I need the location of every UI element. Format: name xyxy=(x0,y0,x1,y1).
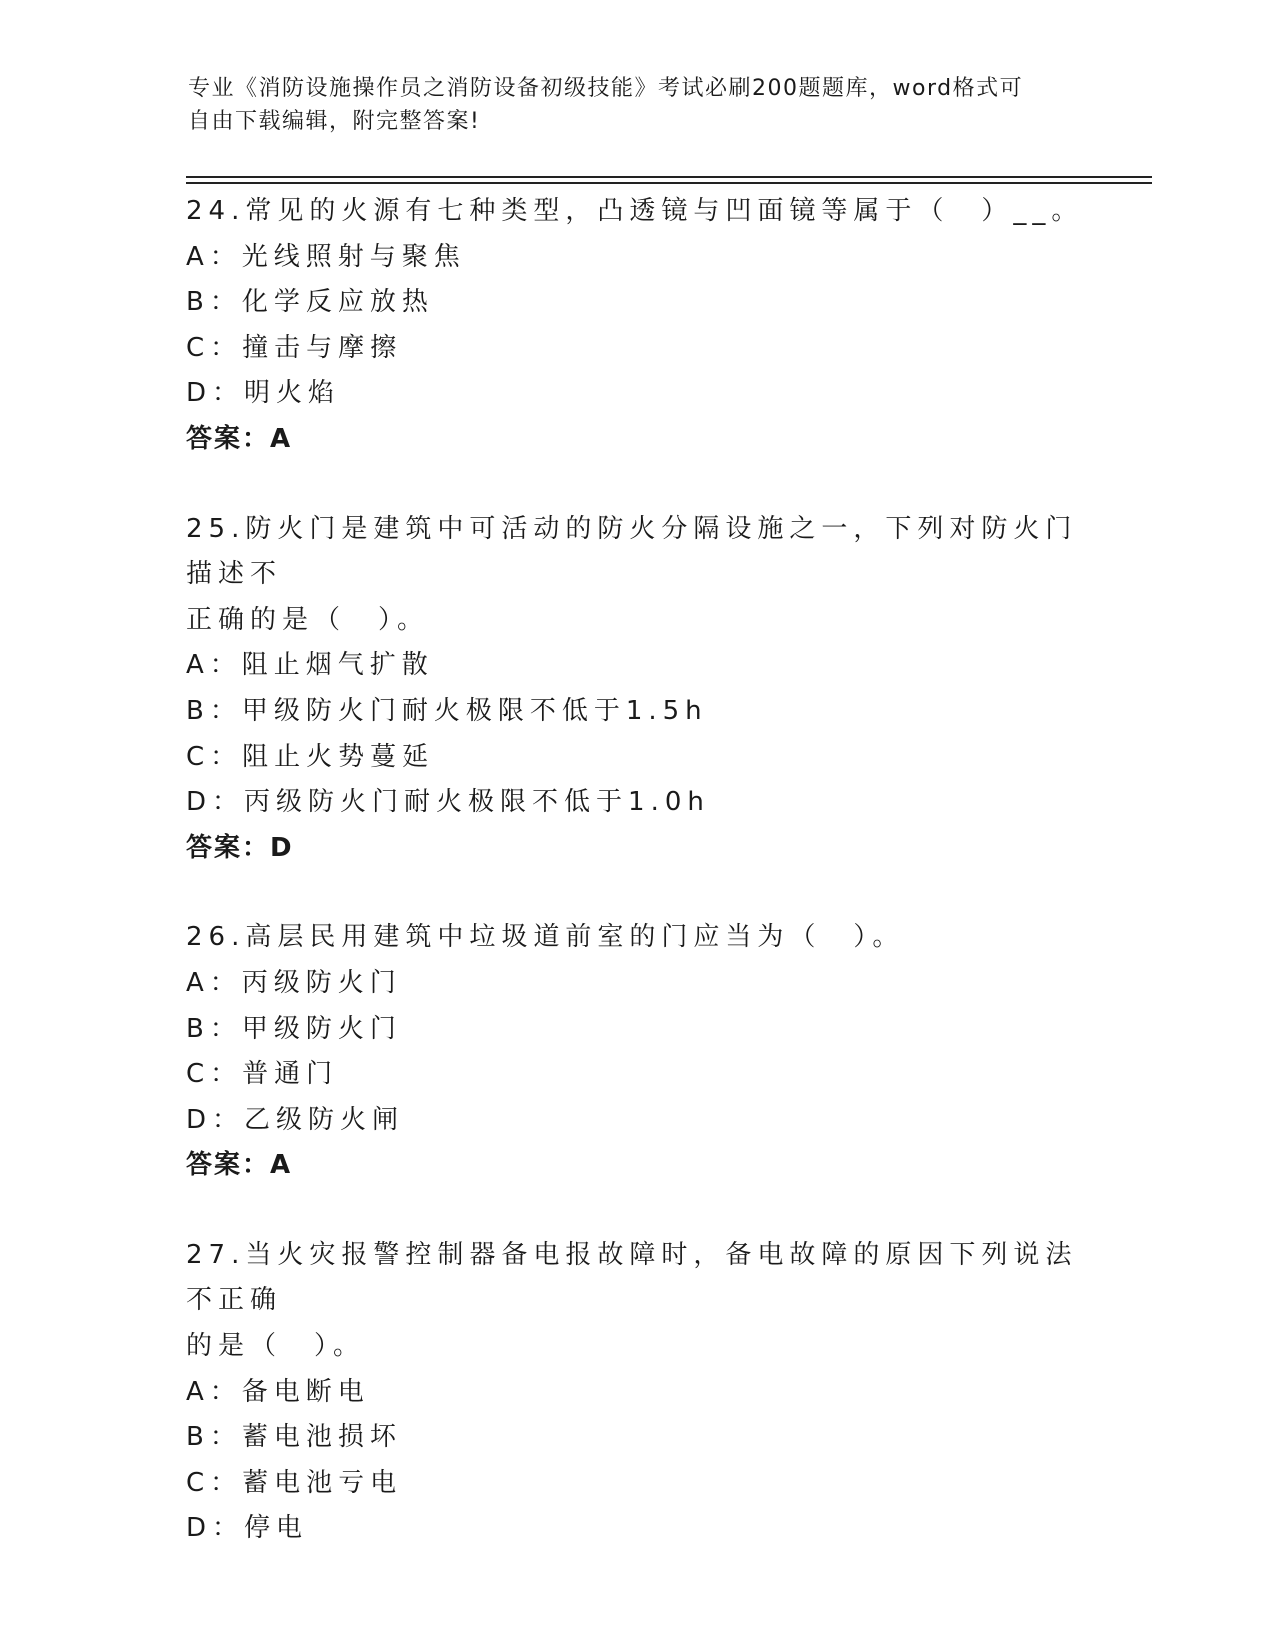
option-d: D：乙级防火闸 xyxy=(186,1104,405,1135)
option-c: C：蓄电池亏电 xyxy=(186,1467,403,1498)
question-24 xyxy=(186,189,1086,463)
document-header xyxy=(188,72,1088,138)
option-d: D：停电 xyxy=(186,1513,309,1544)
question-stem: 24.常见的火源有七种类型，凸透镜与凹面镜等属于（ ）__。 xyxy=(186,196,1084,226)
option-b: B：蓄电池损坏 xyxy=(186,1422,402,1453)
option-a: A：光线照射与聚焦 xyxy=(186,241,466,272)
option-b: B：甲级防火门耐火极限不低于1.5h xyxy=(186,695,708,726)
option-a: A：备电断电 xyxy=(186,1376,370,1407)
option-c: C：普通门 xyxy=(186,1059,339,1090)
question-stem-continued: 正确的是（ ）。 xyxy=(186,604,430,635)
option-a: A：丙级防火门 xyxy=(186,967,402,998)
question-stem-continued: 的是（ ）。 xyxy=(186,1331,366,1362)
option-b: B：化学反应放热 xyxy=(186,287,434,318)
header-line-1: 专业《消防设施操作员之消防设备初级技能》考试必刷200题题库，word格式可 xyxy=(188,76,1024,101)
answer: 答案：A xyxy=(186,1150,293,1181)
answer: 答案：D xyxy=(186,832,294,863)
question-stem: 27.当火灾报警控制器备电报故障时，备电故障的原因下列说法不正确 xyxy=(186,1239,1078,1316)
question-25 xyxy=(186,507,1086,872)
question-stem: 25.防火门是建筑中可活动的防火分隔设施之一，下列对防火门描述不 xyxy=(186,513,1078,590)
option-d: D：丙级防火门耐火极限不低于1.0h xyxy=(186,787,710,818)
option-c: C：撞击与摩擦 xyxy=(186,332,403,363)
option-d: D：明火焰 xyxy=(186,378,341,409)
question-list xyxy=(186,189,1086,1596)
question-26 xyxy=(186,915,1086,1189)
header-line-2: 自由下载编辑，附完整答案! xyxy=(188,109,481,134)
question-27 xyxy=(186,1233,1086,1552)
question-stem: 26.高层民用建筑中垃圾道前室的门应当为（ ）。 xyxy=(186,922,905,953)
header-rule-top xyxy=(186,176,1152,178)
option-a: A：阻止烟气扩散 xyxy=(186,650,434,681)
header-rule-bottom xyxy=(186,182,1152,184)
option-b: B：甲级防火门 xyxy=(186,1013,402,1044)
answer: 答案：A xyxy=(186,423,293,454)
option-c: C：阻止火势蔓延 xyxy=(186,741,435,772)
